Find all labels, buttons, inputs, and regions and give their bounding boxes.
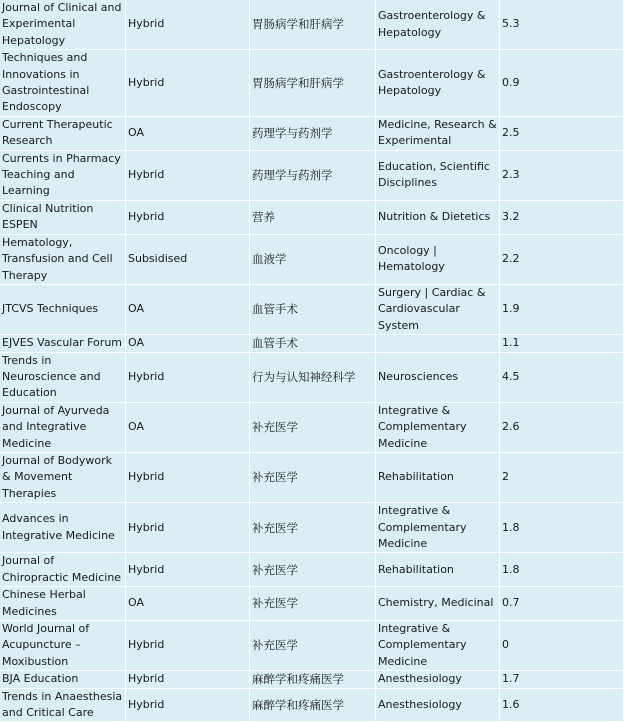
wos-category-cell: Gastroenterology & Hepatology [376,0,500,50]
table-row [0,587,624,621]
journal-title-cell: Advances in Integrative Medicine [0,503,126,553]
journal-title-cell: Techniques and Innovations in Gastrointestinal Endoscopy [0,50,126,117]
oa-model-cell: Hybrid [126,50,250,117]
table-row [0,621,624,671]
chinese-category-cell: 血管手术 [250,284,376,334]
impact-factor-cell: 2.5 [500,116,624,150]
table-row [0,452,624,502]
table-row [0,50,624,117]
chinese-category-cell: 麻醉学和疼痛医学 [250,671,376,688]
chinese-category-cell: 胃肠病学和肝病学 [250,0,376,50]
journal-title-cell: Journal of Clinical and Experimental Hepatology [0,0,126,50]
chinese-category-cell: 补充医学 [250,503,376,553]
chinese-category-cell: 营养 [250,200,376,234]
impact-factor-cell: 1.9 [500,284,624,334]
chinese-category-cell: 行为与认知神经科学 [250,352,376,402]
chinese-category-cell: 血管手术 [250,335,376,352]
chinese-category-cell: 胃肠病学和肝病学 [250,50,376,117]
wos-category-cell: Surgery | Cardiac & Cardiovascular System [376,284,500,334]
wos-category-cell: Integrative & Complementary Medicine [376,503,500,553]
oa-model-cell: Hybrid [126,688,250,722]
oa-model-cell: Hybrid [126,621,250,671]
chinese-category-cell: 血液学 [250,234,376,284]
chinese-category-cell: 补充医学 [250,587,376,621]
impact-factor-cell: 5.3 [500,0,624,50]
impact-factor-cell: 1.8 [500,503,624,553]
journal-title-cell: Clinical Nutrition ESPEN [0,200,126,234]
impact-factor-cell: 1.1 [500,335,624,352]
oa-model-cell: Hybrid [126,553,250,587]
chinese-category-cell: 药理学与药剂学 [250,150,376,200]
impact-factor-cell: 1.7 [500,671,624,688]
oa-model-cell: Hybrid [126,352,250,402]
oa-model-cell: Hybrid [126,150,250,200]
chinese-category-cell: 补充医学 [250,553,376,587]
wos-category-cell: Oncology | Hematology [376,234,500,284]
wos-category-cell: Medicine, Research & Experimental [376,116,500,150]
wos-category-cell: Education, Scientific Disciplines [376,150,500,200]
impact-factor-cell: 1.6 [500,688,624,722]
wos-category-cell: Rehabilitation [376,452,500,502]
table-row [0,671,624,688]
impact-factor-cell: 2.2 [500,234,624,284]
oa-model-cell: OA [126,402,250,452]
oa-model-cell: Hybrid [126,671,250,688]
chinese-category-cell: 药理学与药剂学 [250,116,376,150]
oa-model-cell: Hybrid [126,200,250,234]
table-row [0,284,624,334]
table-row [0,0,624,50]
impact-factor-cell: 0 [500,621,624,671]
journal-title-cell: Hematology, Transfusion and Cell Therapy [0,234,126,284]
journal-title-cell: Journal of Chiropractic Medicine [0,553,126,587]
oa-model-cell: Hybrid [126,503,250,553]
journal-title-cell: BJA Education [0,671,126,688]
table-row [0,688,624,722]
journal-title-cell: Current Therapeutic Research [0,116,126,150]
journal-title-cell: Trends in Neuroscience and Education [0,352,126,402]
impact-factor-cell: 1.8 [500,553,624,587]
wos-category-cell: Integrative & Complementary Medicine [376,402,500,452]
wos-category-cell: Chemistry, Medicinal [376,587,500,621]
journal-title-cell: Journal of Ayurveda and Integrative Medicine [0,402,126,452]
table-row [0,503,624,553]
oa-model-cell: Hybrid [126,452,250,502]
impact-factor-cell: 4.5 [500,352,624,402]
wos-category-cell: Anesthesiology [376,671,500,688]
impact-factor-cell: 3.2 [500,200,624,234]
oa-model-cell: OA [126,284,250,334]
wos-category-cell: Neurosciences [376,352,500,402]
impact-factor-cell: 0.7 [500,587,624,621]
journal-title-cell: EJVES Vascular Forum [0,335,126,352]
table-row [0,150,624,200]
wos-category-cell: Gastroenterology & Hepatology [376,50,500,117]
journal-title-cell: World Journal of Acupuncture – Moxibustion [0,621,126,671]
table-row [0,352,624,402]
wos-category-cell: Nutrition & Dietetics [376,200,500,234]
wos-category-cell: Integrative & Complementary Medicine [376,621,500,671]
chinese-category-cell: 麻醉学和疼痛医学 [250,688,376,722]
chinese-category-cell: 补充医学 [250,621,376,671]
impact-factor-cell: 0.9 [500,50,624,117]
journal-title-cell: Chinese Herbal Medicines [0,587,126,621]
table-row [0,402,624,452]
chinese-category-cell: 补充医学 [250,402,376,452]
impact-factor-cell: 2.3 [500,150,624,200]
oa-model-cell: Subsidised [126,234,250,284]
table-row [0,335,624,352]
table-row [0,234,624,284]
wos-category-cell [376,335,500,352]
table-row [0,116,624,150]
wos-category-cell: Anesthesiology [376,688,500,722]
journal-title-cell: Trends in Anaesthesia and Critical Care [0,688,126,722]
journal-title-cell: Currents in Pharmacy Teaching and Learning [0,150,126,200]
table-row [0,200,624,234]
wos-category-cell: Rehabilitation [376,553,500,587]
oa-model-cell: OA [126,116,250,150]
journal-title-cell: Journal of Bodywork & Movement Therapies [0,452,126,502]
oa-model-cell: OA [126,335,250,352]
oa-model-cell: Hybrid [126,0,250,50]
chinese-category-cell: 补充医学 [250,452,376,502]
journal-title-cell: JTCVS Techniques [0,284,126,334]
oa-model-cell: OA [126,587,250,621]
table-row [0,553,624,587]
impact-factor-cell: 2.6 [500,402,624,452]
impact-factor-cell: 2 [500,452,624,502]
